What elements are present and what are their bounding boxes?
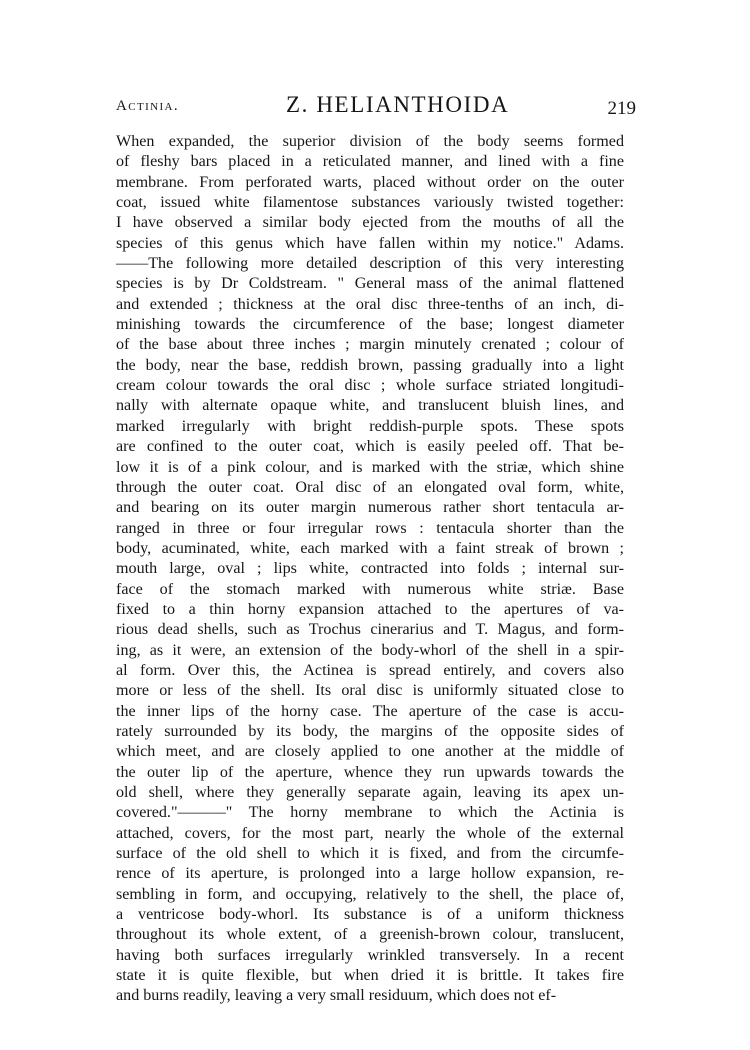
text-line: mouth large, oval ; lips white, contracted into folds ; internal sur-: [116, 560, 624, 578]
text-line: and extended ; thickness at the oral disc three-tenths of an inch, di-: [116, 295, 624, 313]
text-line: and bearing on its outer margin numerous rather short tentacula ar-: [116, 499, 624, 517]
text-line: and burns readily, leaving a very small residuum, which does not ef-: [116, 987, 557, 1005]
text-line: through the outer coat. Oral disc of an elongated oval form, white,: [116, 478, 624, 496]
text-line: the outer lip of the aperture, whence they run upwards towards the: [116, 763, 624, 781]
text-line: face of the stomach marked with numerous white striæ. Base: [116, 580, 624, 598]
text-line: body, acuminated, white, each marked with a faint streak of brown ;: [116, 539, 624, 557]
text-line: cream colour towards the oral disc ; whole surface striated longitudi-: [116, 377, 624, 395]
text-line: the inner lips of the horny case. The aperture of the case is accu-: [116, 702, 624, 720]
text-line: more or less of the shell. Its oral disc is uniformly situated close to: [116, 682, 624, 700]
body-text: [116, 132, 624, 1007]
text-line: low it is of a pink colour, and is marked with the striæ, which shine: [116, 458, 624, 476]
text-line: species of this genus which have fallen within my notice." Adams.: [116, 234, 624, 252]
text-line: surface of the old shell to which it is fixed, and from the circumfe-: [116, 845, 624, 863]
text-line: having both surfaces irregularly wrinkled transversely. In a recent: [116, 946, 624, 964]
chapter-title: Z. HELIANTHOIDA: [286, 92, 510, 117]
text-line: which meet, and are closely applied to one another at the middle of: [116, 743, 624, 761]
text-line: rately surrounded by its body, the margins of the opposite sides of: [116, 722, 624, 740]
text-line: ranged in three or four irregular rows : tentacula shorter than the: [116, 519, 624, 537]
text-line: coat, issued white filamentose substances variously twisted together:: [116, 194, 624, 212]
text-line: I have observed a similar body ejected from the mouths of all the: [116, 214, 624, 232]
text-line: covered."———" The horny membrane to which the Actinia is: [116, 804, 624, 822]
text-line: a ventricose body-whorl. Its substance is of a uniform thickness: [116, 906, 624, 924]
text-line: attached, covers, for the most part, nearly the whole of the external: [116, 824, 624, 842]
text-line: When expanded, the superior division of the body seems formed: [116, 133, 624, 150]
text-line: state it is quite flexible, but when dried it is brittle. It takes fire: [116, 967, 624, 985]
page-number: 219: [607, 98, 636, 119]
section-title: Actinia.: [116, 98, 180, 114]
text-line: of the base about three inches ; margin minutely crenated ; colour of: [116, 336, 624, 354]
text-line: of fleshy bars placed in a reticulated manner, and lined with a fine: [116, 153, 624, 171]
text-line: ing, as it were, an extension of the body-whorl of the shell in a spir-: [116, 641, 624, 659]
text-line: ——The following more detailed description of this very interesting: [116, 255, 624, 273]
text-line: membrane. From perforated warts, placed without order on the outer: [116, 173, 624, 191]
text-line: al form. Over this, the Actinea is spread entirely, and covers also: [116, 661, 624, 679]
text-line: fixed to a thin horny expansion attached to the apertures of va-: [116, 600, 624, 618]
text-line: old shell, where they generally separate again, leaving its apex un-: [116, 784, 624, 801]
text-line: throughout its whole extent, of a greenish-brown colour, translucent,: [116, 926, 624, 944]
text-line: sembling in form, and occupying, relatively to the shell, the place of,: [116, 885, 624, 903]
text-line: the body, near the base, reddish brown, passing gradually into a light: [116, 356, 624, 374]
text-line: rious dead shells, such as Trochus cinerarius and T. Magus, and form-: [116, 621, 624, 639]
text-line: minishing towards the circumference of the base; longest diameter: [116, 316, 624, 334]
text-line: are confined to the outer coat, which is easily peeled off. That be-: [116, 438, 624, 456]
text-line: marked irregularly with bright reddish-purple spots. These spots: [116, 417, 624, 435]
running-head: [116, 92, 636, 126]
text-line: nally with alternate opaque white, and translucent bluish lines, and: [116, 397, 624, 415]
text-line: species is by Dr Coldstream. " General mass of the animal flattened: [116, 275, 624, 293]
text-line: rence of its aperture, is prolonged into a large hollow expansion, re-: [116, 865, 624, 883]
